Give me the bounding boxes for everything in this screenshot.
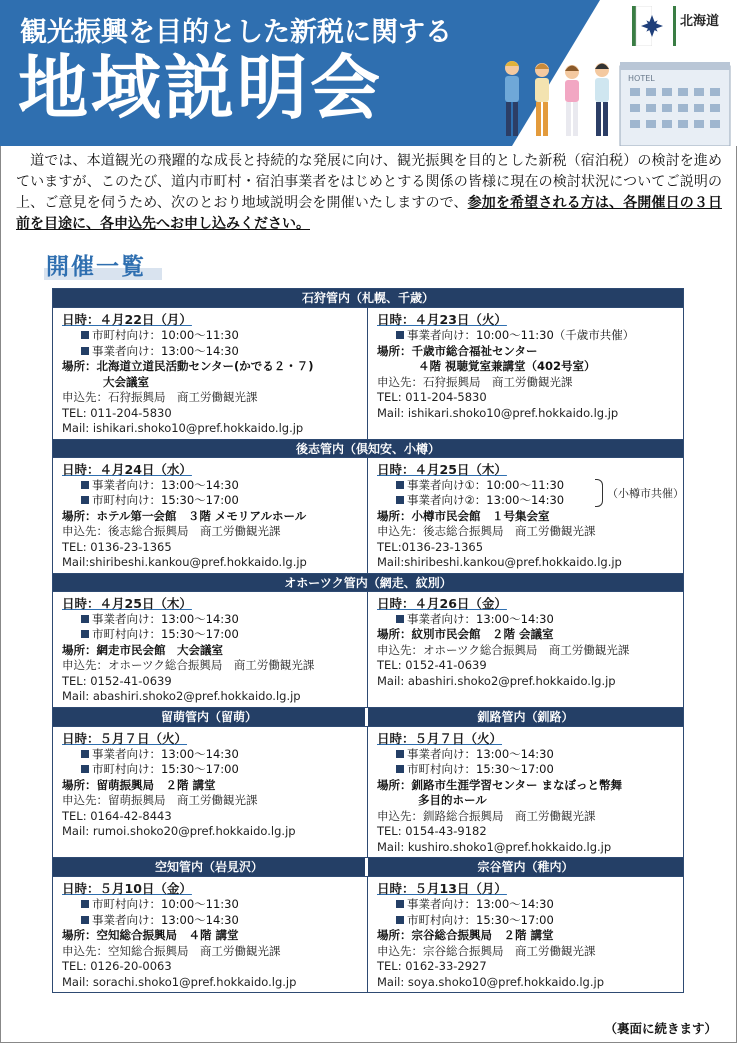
session-cell — [53, 458, 368, 573]
session-date: 日時：４月24日（水） — [62, 461, 192, 477]
session-bullet: 市町村向け：10:00～11:30 — [62, 897, 359, 913]
session-place: 場所：千歳市総合福祉センター — [377, 343, 538, 358]
session-place: 場所：空知総合振興局 ４階 講堂 — [62, 928, 239, 942]
bullet-square-icon — [81, 765, 89, 773]
session-apply: 申込先：オホーツク総合振興局 商工労働観光課 — [62, 658, 315, 672]
session-tel: TEL: 0126-20-0063 — [62, 959, 172, 973]
session-tel: TEL: 0152-41-0639 — [62, 673, 172, 688]
bullet-square-icon — [396, 615, 404, 623]
session-mail: Mail: abashiri.shoko2@pref.hokkaido.lg.jp — [62, 689, 301, 703]
logo-text: 北海道 — [680, 14, 720, 29]
session-apply: 申込先：石狩振興局 商工労働観光課 — [62, 390, 258, 404]
bullet-square-icon — [81, 630, 89, 638]
session-place: 場所：北海道立道民活動センター(かでる２・７) — [62, 359, 314, 373]
session-place: 場所：釧路市生涯学習センター まなぼっと幣舞 — [377, 777, 623, 792]
continued-note: （裏面に続きます） — [604, 1021, 717, 1036]
session-mail: Mail: kushiro.shoko1@pref.hokkaido.lg.jp — [377, 839, 612, 854]
session-place: 場所：ホテル第一会館 ３階 メモリアルホール — [62, 508, 307, 523]
session-apply: 申込先：留萌振興局 商工労働観光課 — [62, 793, 258, 807]
session-place: 場所：網走市民会館 大会議室 — [62, 642, 223, 657]
region-header-soya: 宗谷管内（稚内） — [368, 858, 683, 876]
session-place: 場所：宗谷総合振興局 ２階 講堂 — [377, 928, 554, 942]
session-apply: 申込先：後志総合振興局 商工労働観光課 — [377, 524, 596, 538]
bullet-square-icon — [81, 331, 89, 339]
bullet-square-icon — [396, 331, 404, 339]
tourists-hotel-illustration — [500, 48, 737, 146]
session-cell — [368, 727, 683, 858]
bullet-square-icon — [81, 900, 89, 908]
schedule-table — [52, 288, 684, 993]
session-bullets-group — [377, 477, 684, 509]
bullet-square-icon — [81, 916, 89, 924]
region-header-okhotsk: オホーツク管内（網走、紋別） — [53, 573, 683, 591]
session-cell — [368, 308, 683, 439]
session-place: 場所：紋別市民会館 ２階 会議室 — [377, 627, 554, 641]
session-tel: TEL: 0152-41-0639 — [377, 658, 487, 672]
session-date: 日時：４月23日（火） — [377, 312, 507, 327]
bullet-square-icon — [396, 481, 404, 489]
bullet-square-icon — [396, 496, 404, 504]
session-date: 日時：５月７日（火） — [377, 730, 503, 746]
bullet-square-icon — [81, 481, 89, 489]
session-date: 日時：４月22日（月） — [62, 312, 192, 327]
session-cell — [53, 727, 368, 858]
session-bullet: 事業者向け：10:00～11:30（千歳市共催） — [377, 328, 675, 344]
session-tel: TEL:0136-23-1365 — [377, 539, 484, 554]
session-tel: TEL: 0164-42-8443 — [62, 808, 172, 823]
cohost-note: （小樽市共催） — [607, 486, 684, 500]
session-place: 場所：留萌振興局 ２階 講堂 — [62, 777, 216, 792]
bullet-square-icon — [396, 900, 404, 908]
intro-text: 道では、本道観光の飛躍的な成長と持続的な発展に向け、観光振興を目的とした新税（宿泊税）の検討を進めていますが、このたび、道内市町村・宿泊事業者をはじめとする関係の皆様に現在の検討状況についてご説明の上、ご意見を伺うため、次のとおり地域説明会を開催いたしますので、 — [16, 153, 722, 211]
region-header-pair — [53, 857, 683, 876]
session-cell — [368, 592, 683, 707]
session-apply: 申込先：釧路総合振興局 商工労働観光課 — [377, 808, 596, 823]
bracket-icon — [595, 479, 603, 507]
session-date: 日時：４月25日（木） — [377, 461, 507, 477]
session-place: 場所：小樽市民会館 １号集会室 — [377, 508, 550, 523]
bullet-square-icon — [396, 916, 404, 924]
session-mail: Mail: rumoi.shoko20@pref.hokkaido.lg.jp — [62, 824, 296, 838]
session-date: 日時：５月10日（金） — [62, 881, 192, 896]
table-row — [53, 726, 683, 858]
session-bullet: 事業者向け：13:00～14:30 — [62, 747, 359, 763]
session-tel: TEL: 0136-23-1365 — [62, 539, 172, 554]
table-row — [53, 876, 683, 992]
session-apply: 申込先：後志総合振興局 商工労働観光課 — [62, 524, 281, 538]
session-mail: Mail:shiribeshi.kankou@pref.hokkaido.lg.jp — [377, 555, 622, 569]
session-bullet: 事業者向け：13:00～14:30 — [62, 344, 359, 360]
session-bullet: 事業者向け：13:00～14:30 — [377, 612, 675, 628]
bullet-square-icon — [396, 750, 404, 758]
region-header-shiribeshi: 後志管内（倶知安、小樽） — [53, 439, 683, 457]
session-bullet: 事業者向け：13:00～14:30 — [62, 612, 359, 628]
session-cell — [53, 592, 368, 707]
hokkaido-mark-icon — [632, 6, 676, 46]
hotel-sign: HOTEL — [628, 74, 655, 83]
session-bullet: 事業者向け：13:00～14:30 — [62, 913, 359, 929]
session-date: 日時：５月７日（火） — [62, 730, 188, 746]
region-header-kushiro: 釧路管内（釧路） — [368, 708, 683, 726]
region-header-sorachi: 空知管内（岩見沢） — [53, 858, 368, 876]
session-bullet: 市町村向け：15:30～17:00 — [377, 762, 675, 778]
session-mail: Mail: ishikari.shoko10@pref.hokkaido.lg.jp — [62, 421, 304, 435]
session-bullet: 市町村向け：10:00～11:30 — [62, 328, 359, 344]
session-bullet: 事業者向け：13:00～14:30 — [377, 747, 675, 763]
session-place-detail: ４階 視聴覚室兼講堂（402号室） — [418, 359, 596, 373]
bullet-square-icon — [81, 347, 89, 355]
region-header-ishikari: 石狩管内（札幌、千歳） — [53, 289, 683, 307]
table-row — [53, 591, 683, 707]
region-header-pair — [53, 707, 683, 726]
session-cell — [53, 877, 368, 992]
session-mail: Mail:shiribeshi.kankou@pref.hokkaido.lg.jp — [62, 555, 307, 569]
bullet-square-icon — [81, 750, 89, 758]
bullet-square-icon — [81, 615, 89, 623]
session-bullet: 市町村向け：15:30～17:00 — [62, 493, 359, 509]
session-tel: TEL: 0154-43-9182 — [377, 824, 487, 838]
session-date: 日時：５月13日（月） — [377, 881, 507, 896]
session-mail: Mail: sorachi.shoko1@pref.hokkaido.lg.jp — [62, 974, 297, 989]
session-cell — [368, 458, 683, 573]
table-row — [53, 307, 683, 439]
session-cell — [368, 877, 683, 992]
session-apply: 申込先：宗谷総合振興局 商工労働観光課 — [377, 943, 596, 958]
session-bullet: 事業者向け：13:00～14:30 — [62, 478, 359, 494]
session-tel: TEL: 011-204-5830 — [62, 405, 172, 420]
intro-paragraph — [16, 151, 722, 235]
intro-emphasis: 参加を希望される方は、各開催日の３日前を目途に、各申込先へお申し込みください。 — [16, 195, 722, 232]
session-bullet: 市町村向け：15:30～17:00 — [377, 913, 675, 929]
session-bullet: 市町村向け：15:30～17:00 — [62, 762, 359, 778]
session-date: 日時：４月26日（金） — [377, 595, 507, 611]
section-heading — [44, 246, 164, 282]
header-subtitle: 観光振興を目的とした新税に関する — [20, 17, 452, 48]
session-bullet: 事業者向け①：10:00～11:30 — [377, 478, 675, 494]
region-header-rumoi: 留萌管内（留萌） — [53, 708, 368, 726]
session-cell — [53, 308, 368, 439]
session-tel: TEL: 0162-33-2927 — [377, 959, 487, 973]
session-bullet: 市町村向け：15:30～17:00 — [62, 627, 359, 643]
table-row — [53, 457, 683, 573]
session-apply: 申込先：石狩振興局 商工労働観光課 — [377, 374, 573, 389]
header-title: 地域説明会 — [18, 47, 383, 129]
session-apply: 申込先：空知総合振興局 商工労働観光課 — [62, 943, 281, 958]
session-date: 日時：４月25日（木） — [62, 595, 192, 611]
session-place-detail: 多目的ホール — [418, 793, 487, 807]
session-place-detail: 大会議室 — [103, 374, 149, 389]
session-mail: Mail: ishikari.shoko10@pref.hokkaido.lg.jp — [377, 405, 619, 420]
bullet-square-icon — [396, 765, 404, 773]
session-mail: Mail: soya.shoko10@pref.hokkaido.lg.jp — [377, 974, 604, 989]
header-banner — [0, 0, 737, 146]
bullet-square-icon — [81, 496, 89, 504]
session-bullet: 事業者向け：13:00～14:30 — [377, 897, 675, 913]
session-apply: 申込先：オホーツク総合振興局 商工労働観光課 — [377, 642, 630, 657]
section-heading-text: 開催一覧 — [46, 254, 146, 280]
session-mail: Mail: abashiri.shoko2@pref.hokkaido.lg.jp — [377, 673, 616, 688]
session-tel: TEL: 011-204-5830 — [377, 390, 487, 404]
session-bullet: 事業者向け②：13:00～14:30 — [377, 493, 675, 509]
